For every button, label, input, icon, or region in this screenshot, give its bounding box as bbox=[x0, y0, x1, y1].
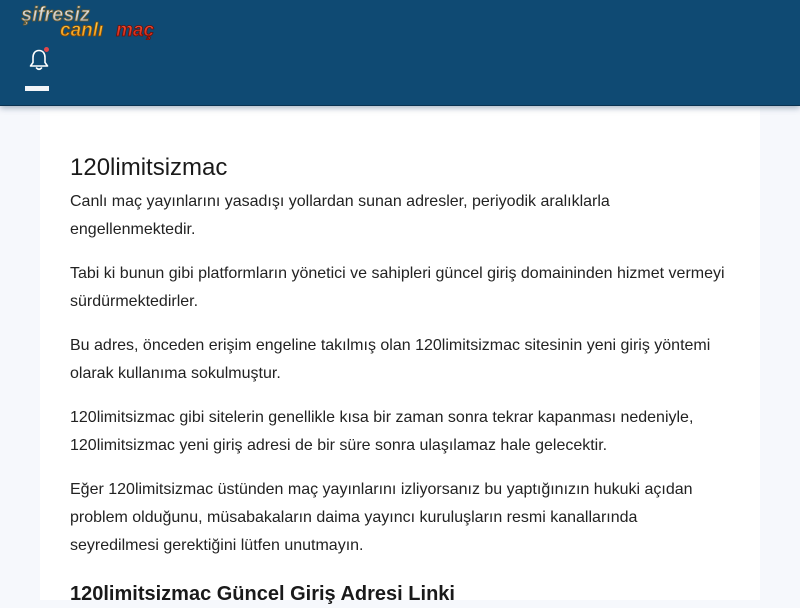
article-subheading: 120limitsizmac Güncel Giriş Adresi Linki bbox=[70, 583, 455, 605]
site-header bbox=[0, 0, 800, 106]
article-paragraph-2: Tabi ki bunun gibi platformların yönetici ve sahipleri güncel giriş domaininden hizmet vermeyi sürdürmektedirler. bbox=[70, 265, 725, 310]
article-paragraph-5: Eğer 120limitsizmac üstünden maç yayınlarını izliyorsanız bu yaptığınızın hukuki açıdan problem olduğunu, müsabakaların daima yayıncı kuruluşların resmi kanallarında seyredilmesi gerektiğini lütfen unutmayın. bbox=[70, 481, 693, 554]
article-paragraph-3: Bu adres, önceden erişim engeline takılmış olan 120limitsizmac sitesinin yeni giriş yöntemi olarak kullanıma sokulmuştur. bbox=[70, 337, 711, 382]
logo-text-line2a: canlı bbox=[60, 20, 104, 40]
notification-dot bbox=[44, 47, 49, 52]
logo-graphic bbox=[20, 2, 166, 40]
logo-text-line1: şifresiz bbox=[21, 4, 90, 26]
menu-toggle-button[interactable] bbox=[25, 86, 49, 91]
article-paragraph-1: Canlı maç yayınlarını yasadışı yollardan sunan adresler, periyodik aralıklarla engellenmektedir. bbox=[70, 193, 610, 238]
logo-text-line2b: maç bbox=[116, 20, 155, 40]
article-title: 120limitsizmac bbox=[70, 154, 228, 181]
site-logo[interactable] bbox=[20, 2, 166, 40]
article-paragraph-4: 120limitsizmac gibi sitelerin genellikle kısa bir zaman sonra tekrar kapanması nedeniyle, 120limitsizmac yeni giriş adresi de bir süre sonra ulaşılamaz hale gelecektir. bbox=[70, 409, 694, 454]
article-card bbox=[40, 106, 760, 605]
